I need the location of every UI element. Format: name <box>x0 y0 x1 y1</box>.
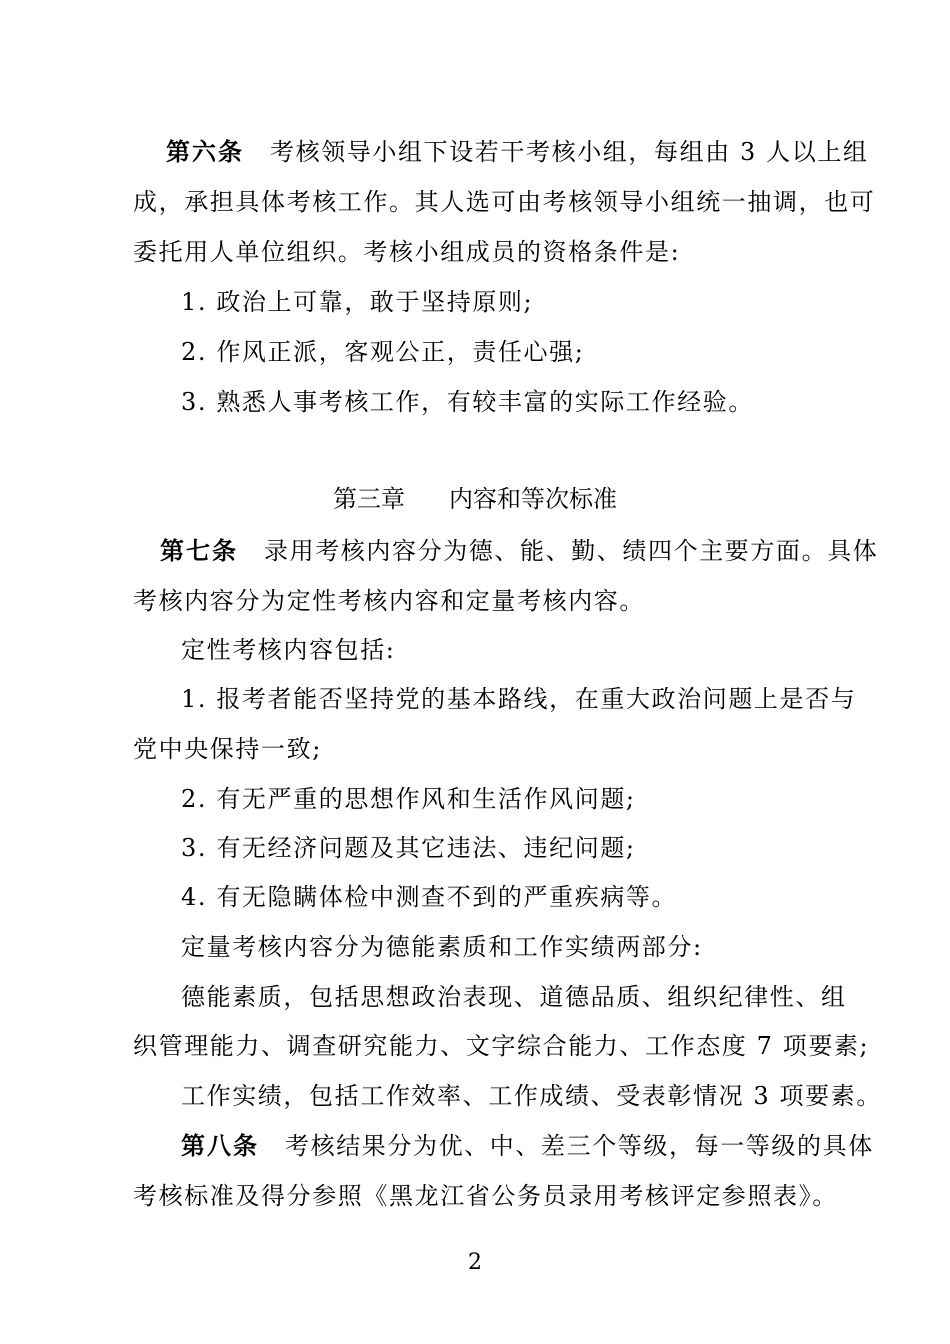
chapter-number: 第三章 <box>333 485 405 513</box>
article6-item-1: 1. 政治上可靠，敢于坚持原则; <box>181 288 534 316</box>
chapter-heading <box>0 484 950 514</box>
article7-line1 <box>160 536 878 566</box>
article8-text-1: 考核结果分为优、中、差三个等级，每一等级的具体 <box>285 1132 874 1160</box>
quantitative-intro: 定量考核内容分为德能素质和工作实绩两部分: <box>181 933 703 961</box>
article7-heading: 第七条 <box>160 537 238 565</box>
quality-line2: 织管理能力、调查研究能力、文字综合能力、工作态度 7 项要素; <box>133 1032 870 1060</box>
page-number: 2 <box>468 1250 482 1275</box>
article6-line3: 委托用人单位组织。考核小组成员的资格条件是: <box>133 238 681 266</box>
qualitative-item-4: 4. 有无隐瞒体检中测查不到的严重疾病等。 <box>181 883 678 911</box>
article6-item-2: 2. 作风正派，客观公正，责任心强; <box>181 338 585 366</box>
qualitative-item-3: 3. 有无经济问题及其它违法、违纪问题; <box>181 834 636 862</box>
article8-heading: 第八条 <box>181 1132 259 1160</box>
article6-item-3: 3. 熟悉人事考核工作，有较丰富的实际工作经验。 <box>181 388 754 416</box>
qualitative-item-1-line2: 党中央保持一致; <box>133 735 322 763</box>
chapter-title: 内容和等次标准 <box>449 485 617 513</box>
article8-line1 <box>181 1131 874 1161</box>
qualitative-item-1-line1: 1. 报考者能否坚持党的基本路线，在重大政治问题上是否与 <box>181 685 857 713</box>
qualitative-intro: 定性考核内容包括: <box>181 636 396 664</box>
performance-line: 工作实绩，包括工作效率、工作成绩、受表彰情况 3 项要素。 <box>181 1082 882 1110</box>
article7-text-1: 录用考核内容分为德、能、勤、绩四个主要方面。具体 <box>264 537 879 565</box>
article6-heading: 第六条 <box>166 138 244 166</box>
article7-line2: 考核内容分为定性考核内容和定量考核内容。 <box>133 587 645 615</box>
quality-line1: 德能素质，包括思想政治表现、道德品质、组织纪律性、组 <box>181 983 847 1011</box>
article8-line2: 考核标准及得分参照《黑龙江省公务员录用考核评定参照表》。 <box>133 1182 838 1210</box>
article6-line2: 成，承担具体考核工作。其人选可由考核领导小组统一抽调，也可 <box>133 188 876 216</box>
article6-line1 <box>166 137 869 167</box>
qualitative-item-2: 2. 有无严重的思想作风和生活作风问题; <box>181 785 636 813</box>
article6-text-1: 考核领导小组下设若干考核小组，每组由 3 人以上组 <box>270 138 869 166</box>
